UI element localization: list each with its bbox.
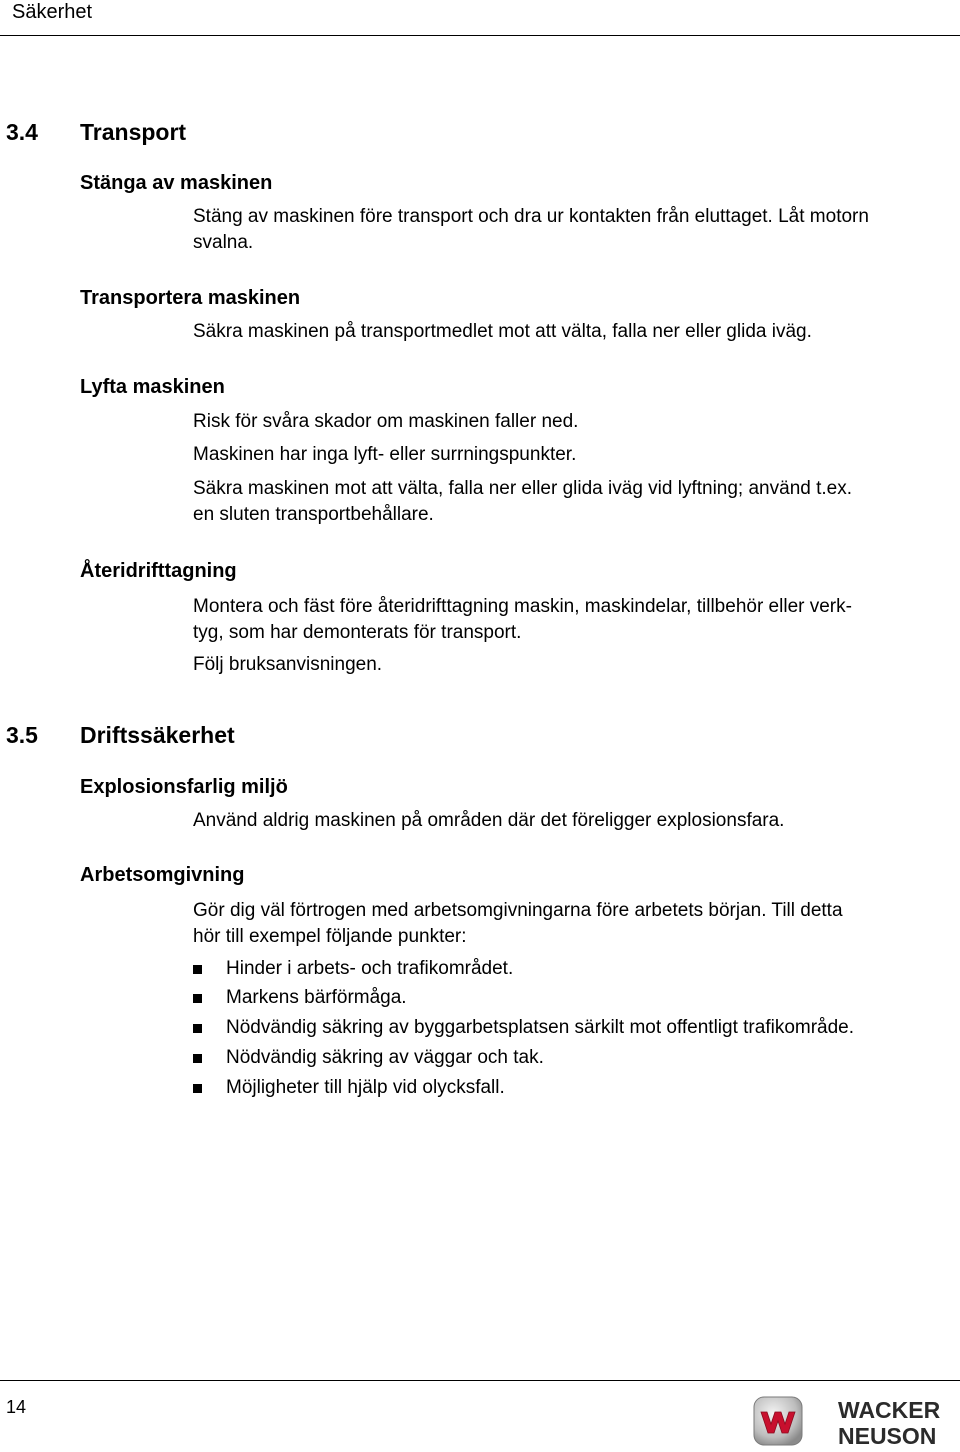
wacker-neuson-logo	[752, 1393, 960, 1447]
bullet-marker	[193, 1054, 202, 1063]
subheading-transportera: Transportera maskinen	[80, 287, 301, 309]
subheading-explosionsfarlig: Explosionsfarlig miljö	[80, 776, 288, 798]
list-item: Nödvändig säkring av byggarbetsplatsen särkilt mot offentligt trafikområde.	[226, 1017, 855, 1038]
bullet-marker	[193, 965, 202, 974]
subheading-ateridrifttagning: Återidrifttagning	[80, 560, 237, 582]
paragraph-line: Stäng av maskinen före transport och dra ur kontakten från eluttaget. Låt motorn	[193, 206, 869, 227]
paragraph-line: tyg, som har demonterats för transport.	[193, 622, 522, 643]
paragraph-line: svalna.	[193, 232, 254, 253]
page-header-title: Säkerhet	[12, 1, 93, 23]
paragraph-line: Följ bruksanvisningen.	[193, 654, 383, 675]
list-item: Hinder i arbets- och trafikområdet.	[226, 958, 514, 979]
paragraph-line: en sluten transportbehållare.	[193, 504, 434, 525]
logo-text-bottom: NEUSON	[838, 1423, 937, 1447]
page-number: 14	[6, 1397, 27, 1417]
paragraph-line: Risk för svåra skador om maskinen faller ned.	[193, 411, 579, 432]
section-title-driftssakerhet: Driftssäkerhet	[80, 722, 235, 748]
bullet-marker	[193, 1024, 202, 1033]
paragraph-line: Använd aldrig maskinen på områden där det föreligger explosionsfara.	[193, 810, 785, 831]
list-item: Markens bärförmåga.	[226, 987, 407, 1008]
logo-text-top: WACKER	[838, 1397, 941, 1423]
wacker-neuson-w-icon	[752, 1393, 960, 1447]
paragraph-line: Säkra maskinen på transportmedlet mot att välta, falla ner eller glida iväg.	[193, 321, 812, 342]
bullet-marker	[193, 994, 202, 1003]
paragraph-line: Montera och fäst före återidrifttagning maskin, maskindelar, tillbehör eller verk-	[193, 596, 852, 617]
section-number-3-4: 3.4	[6, 119, 38, 145]
list-item: Möjligheter till hjälp vid olycksfall.	[226, 1077, 505, 1098]
subheading-arbetsomgivning: Arbetsomgivning	[80, 864, 245, 886]
section-title-transport: Transport	[80, 119, 187, 145]
paragraph-line: hör till exempel följande punkter:	[193, 926, 467, 947]
list-item: Nödvändig säkring av väggar och tak.	[226, 1047, 544, 1068]
paragraph-line: Säkra maskinen mot att välta, falla ner eller glida iväg vid lyftning; använd t.ex.	[193, 478, 853, 499]
footer-rule	[0, 1380, 960, 1381]
paragraph-line: Gör dig väl förtrogen med arbetsomgivningarna före arbetets början. Till detta	[193, 900, 843, 921]
bullet-marker	[193, 1084, 202, 1093]
paragraph-line: Maskinen har inga lyft- eller surrningspunkter.	[193, 444, 577, 465]
subheading-stanga: Stänga av maskinen	[80, 172, 273, 194]
section-number-3-5: 3.5	[6, 722, 38, 748]
subheading-lyfta: Lyfta maskinen	[80, 376, 225, 398]
header-rule	[0, 35, 960, 36]
